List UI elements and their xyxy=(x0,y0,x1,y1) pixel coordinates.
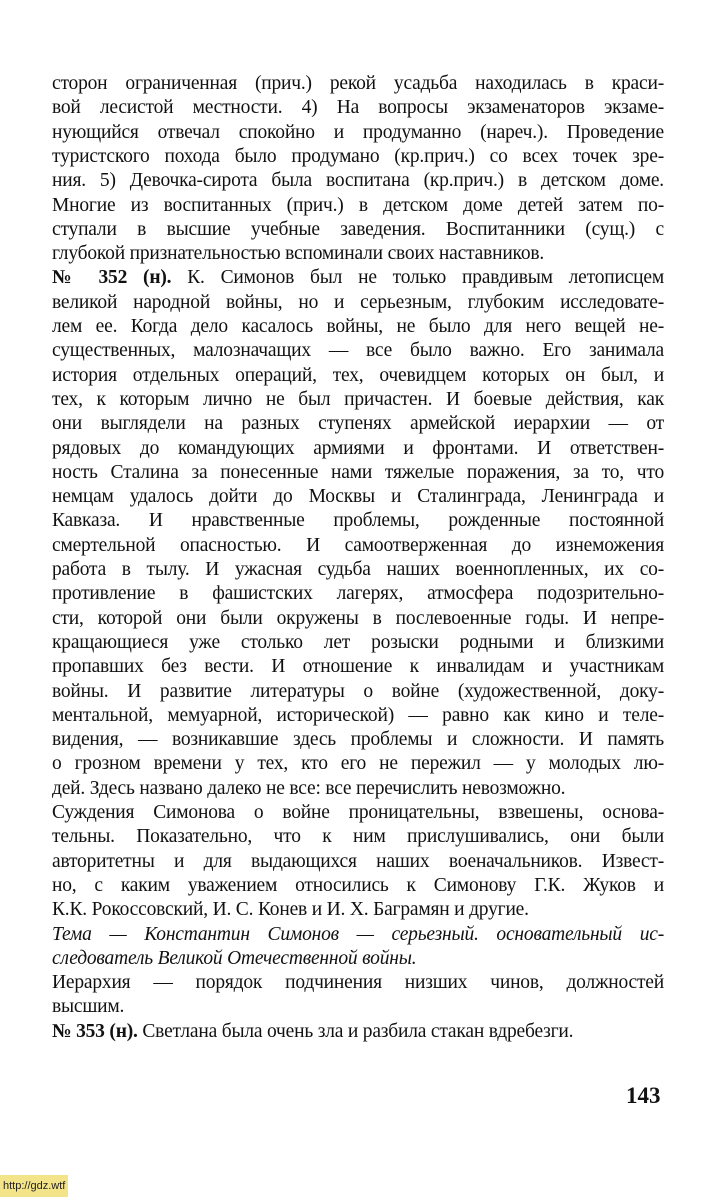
text-line xyxy=(52,631,664,655)
line-text: Иерархия — порядок подчинения низших чинов, должностей xyxy=(52,972,664,994)
line-text: дей. Здесь названо далеко не все: все перечислить невозможно. xyxy=(52,777,566,799)
line-text: сторон ограниченная (прич.) рекой усадьба находилась в краси- xyxy=(52,73,664,94)
text-line xyxy=(52,607,664,631)
text-line xyxy=(52,242,664,266)
text-line xyxy=(52,680,664,704)
line-text: пропавших без вести. И отношение к инвалидам и участникам xyxy=(52,656,664,678)
text-line xyxy=(52,461,664,485)
line-text: тех, к которым лично не был причастен. И боевые действия, как xyxy=(52,388,664,410)
line-text: вой лесистой местности. 4) На вопросы экзаменаторов экзаме- xyxy=(52,97,664,119)
text-line xyxy=(52,874,664,898)
text-line xyxy=(52,655,664,679)
line-text: глубокой признательностью вспоминали своих наставников. xyxy=(52,243,545,265)
line-text: авторитетны и для выдающихся наших военачальников. Извест- xyxy=(52,850,664,872)
text-line xyxy=(52,704,664,728)
line-text: ния. 5) Девочка-сирота была воспитана (кр.прич.) в детском доме. xyxy=(52,170,664,192)
text-line xyxy=(52,777,664,801)
line-text: работа в тылу. И ужасная судьба наших военнопленных, их со- xyxy=(52,559,664,580)
line-text: ментальной, мемуарной, исторической) — равно как кино и теле- xyxy=(52,704,664,726)
line-text: история отдельных операций, тех, очевидцем которых он был, и xyxy=(52,364,664,386)
page-number: 143 xyxy=(626,1083,661,1108)
text-line xyxy=(52,266,664,290)
text-line xyxy=(52,194,664,218)
watermark-link[interactable]: http://gdz.wtf xyxy=(0,1175,68,1197)
line-text: ступали в высшие учебные заведения. Воспитанники (сущ.) с xyxy=(52,218,664,240)
line-text: но, с каким уважением относились к Симонову Г.К. Жуков и xyxy=(52,874,664,896)
text-line xyxy=(52,1020,664,1044)
text-line xyxy=(52,218,664,242)
text-line xyxy=(52,339,664,363)
text-line xyxy=(52,121,664,145)
text-line xyxy=(52,145,664,169)
text-line xyxy=(52,509,664,533)
text-line xyxy=(52,947,664,971)
line-text: Многие из воспитанных (прич.) в детском доме детей затем по- xyxy=(52,194,664,216)
text-line xyxy=(52,898,664,922)
line-text: о грозном времени у тех, кто его не пережил — у молодых лю- xyxy=(52,753,664,775)
line-text: высшим. xyxy=(52,996,125,1018)
line-text: существенных, малозначащих — все было важно. Его занимала xyxy=(52,340,664,362)
text-line xyxy=(52,825,664,849)
line-text: тельны. Показательно, что к ним прислушивались, они были xyxy=(52,826,664,848)
line-text: Кавказа. И нравственные проблемы, рожденные постоянной xyxy=(52,510,664,532)
line-text: лем ее. Когда дело касалось войны, не было для него вещей не- xyxy=(52,316,664,337)
text-line xyxy=(52,923,664,947)
line-text: сти, которой они были окружены в послевоенные годы. И непре- xyxy=(52,607,664,629)
text-line xyxy=(52,291,664,315)
line-text: они выглядели на разных ступенях армейской иерархии — от xyxy=(52,413,664,435)
line-text: смертельной опасностью. И самоотверженная до изнеможения xyxy=(52,534,664,556)
line-text: следователь Великой Отечественной войны. xyxy=(52,947,417,969)
line-text: К. Симонов был не только правдивым летописцем xyxy=(171,267,664,289)
line-text: ность Сталина за понесенные нами тяжелые поражения, за то, что xyxy=(52,461,664,483)
text-line xyxy=(52,485,664,509)
line-text: нующийся отвечал спокойно и продуманно (нареч.). Проведение xyxy=(52,121,664,143)
text-line xyxy=(52,72,664,96)
line-text: Суждения Симонова о войне проницательны, взвешены, основа- xyxy=(52,802,664,823)
exercise-number: № 352 (н). xyxy=(52,267,172,289)
text-line xyxy=(52,558,664,582)
line-text: войны. И развитие литературы о войне (художественной, доку- xyxy=(52,680,664,702)
text-line xyxy=(52,850,664,874)
line-text: великой народной войны, но и серьезным, глубоким исследовате- xyxy=(52,291,664,313)
exercise-number: № 353 (н). xyxy=(52,1020,138,1042)
line-text: Тема — Константин Симонов — серьезный. основательный ис- xyxy=(52,923,664,945)
text-line xyxy=(52,728,664,752)
line-text: видения, — возникавшие здесь проблемы и сложности. И память xyxy=(52,729,664,751)
text-line xyxy=(52,388,664,412)
text-line xyxy=(52,169,664,193)
line-text: немцам удалось дойти до Москвы и Сталинграда, Ленинграда и xyxy=(52,486,664,508)
text-line xyxy=(52,801,664,825)
text-line xyxy=(52,364,664,388)
line-text: К.К. Рокоссовский, И. С. Конев и И. Х. Баграмян и другие. xyxy=(52,899,529,921)
line-text: противление в фашистских лагерях, атмосфера подозрительно- xyxy=(52,583,664,605)
text-line xyxy=(52,971,664,995)
text-line xyxy=(52,752,664,776)
text-line xyxy=(52,437,664,461)
line-text: туристского похода было продумано (кр.прич.) со всех точек зре- xyxy=(52,145,664,167)
text-line xyxy=(52,315,664,339)
text-line xyxy=(52,534,664,558)
line-text: рядовых до командующих армиями и фронтами. И ответствен- xyxy=(52,437,664,459)
line-text: кращающиеся уже столько лет розыски родными и близкими xyxy=(52,631,664,653)
text-line xyxy=(52,412,664,436)
text-line xyxy=(52,995,664,1019)
text-line xyxy=(52,96,664,120)
text-line xyxy=(52,582,664,606)
line-text: Светлана была очень зла и разбила стакан вдребезги. xyxy=(137,1020,574,1042)
